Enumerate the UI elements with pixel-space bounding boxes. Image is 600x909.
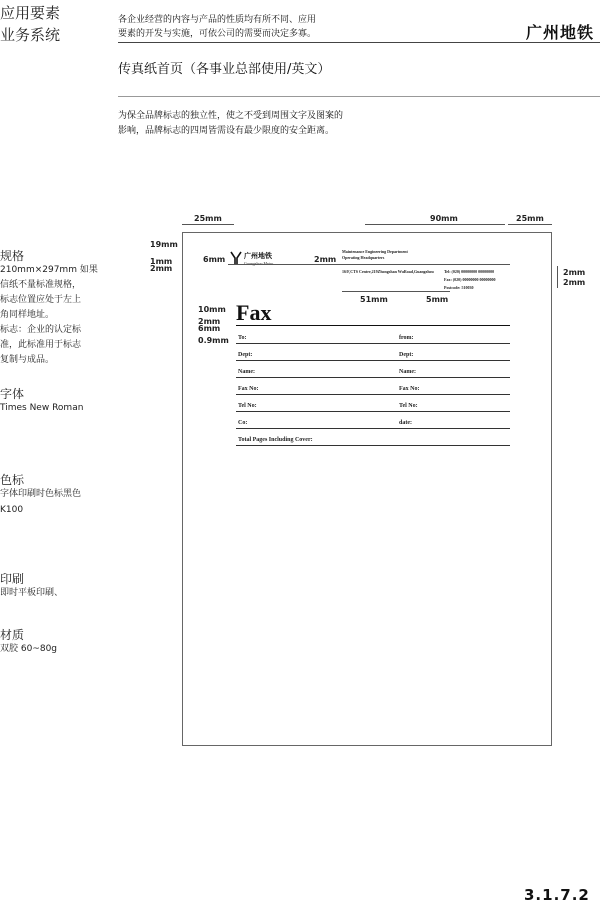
dim-fax-09: 0.9mm [198, 336, 229, 345]
field-dept-left: Dept: [238, 352, 253, 358]
page-title: 传真纸首页（各事业总部使用/英文） [118, 62, 331, 77]
dim-line-top-right [508, 224, 552, 225]
dim-line-top-mid [365, 224, 505, 225]
dim-top-left: 25mm [194, 214, 222, 223]
field-fax-no-right: Fax No: [399, 386, 420, 392]
field-co: Co: [238, 420, 248, 426]
fax-number-text: Fax: (020) 00000000 00000000 [444, 277, 496, 282]
field-tel-no-left: Tel No: [238, 403, 257, 409]
dim-line-top-left [182, 224, 234, 225]
color-value-line2: K100 [0, 505, 24, 515]
material-value: 双胶 60~80g [0, 644, 58, 654]
spec-line: 复制与成品。 [0, 355, 55, 365]
title-rule [118, 96, 600, 97]
field-rule [236, 445, 510, 446]
field-rule [236, 394, 510, 395]
field-fax-no-left: Fax No: [238, 386, 259, 392]
spec-line: 标志位置应处于左上 [0, 295, 82, 305]
dim-top-right: 25mm [516, 214, 544, 223]
dim-logo-gap: 6mm [203, 255, 226, 264]
font-value: Times New Roman [0, 403, 84, 413]
metro-logo-icon [230, 250, 242, 264]
spec-line: 准，此标准用于标志 [0, 340, 82, 350]
intro-text-line2: 要素的开发与实施，可依公司的需要而决定多寡。 [118, 29, 317, 39]
field-tel-no-right: Tel No: [399, 403, 418, 409]
brand-logo: 广州地铁 [526, 23, 595, 42]
dim-line-right [557, 266, 558, 288]
dim-address-gap2: 5mm [426, 295, 449, 304]
field-rule [236, 360, 510, 361]
dim-right-2b: 2mm [563, 278, 586, 287]
dim-left-2: 2mm [150, 264, 173, 273]
section-subtitle: 业务系统 [0, 26, 61, 44]
fax-title-rule [236, 325, 510, 326]
postcode-text: Postcode: 510030 [444, 285, 474, 290]
material-heading: 材质 [0, 628, 25, 642]
metro-logo-mark [230, 251, 242, 265]
dim-top-mid: 90mm [430, 214, 458, 223]
description-line1: 为保全品牌标志的独立性，使之不受到周围文字及图案的 [118, 111, 344, 121]
field-rule [236, 411, 510, 412]
dim-fax-6: 6mm [198, 324, 221, 333]
field-to: To: [238, 335, 247, 341]
intro-text-line1: 各企业经营的内容与产品的性质均有所不同、应用 [118, 15, 317, 25]
color-value-line1: 字体印刷时色标黑色 [0, 489, 82, 499]
field-dept-right: Dept: [399, 352, 414, 358]
section-title: 应用要素 [0, 4, 61, 22]
page-number: 3.1.7.2 [524, 886, 590, 904]
print-heading: 印刷 [0, 572, 25, 586]
dim-line-address [342, 291, 450, 292]
fax-logo-text: 广州地铁 [244, 252, 272, 260]
spec-heading: 规格 [0, 249, 25, 263]
dept-line1: Maintenance Engineering Department [342, 249, 408, 254]
print-value: 即时平板印刷、 [0, 588, 64, 598]
field-date: date: [399, 420, 412, 426]
spec-line: 210mm×297mm 如果 [0, 265, 98, 275]
dept-line2: Operating Headquarters [342, 255, 385, 260]
description-line2: 影响，品牌标志的四周皆需设有最少限度的安全距离。 [118, 126, 335, 136]
field-from: from: [399, 335, 414, 341]
color-heading: 色标 [0, 473, 25, 487]
dim-address-width: 51mm [360, 295, 388, 304]
fax-title: Fax [236, 300, 272, 325]
field-rule [236, 377, 510, 378]
spec-list [0, 263, 105, 368]
dim-fax-2: 2mm [198, 317, 221, 326]
tel-text: Tel: (020) 00000000 00000000 [444, 269, 495, 274]
dim-fax-10: 10mm [198, 305, 226, 314]
dim-right-2a: 2mm [563, 268, 586, 277]
field-rule [236, 428, 510, 429]
address-text: 16/F,CTS Centre,219Zhongshan WuRoad,Guangzhou [342, 269, 434, 274]
spec-line: 角同样地址。 [0, 310, 55, 320]
field-name-right: Name: [399, 369, 416, 375]
field-total-pages: Total Pages Including Cover: [238, 437, 313, 443]
spec-line: 标志：企业的认定标 [0, 325, 82, 335]
field-rule [236, 343, 510, 344]
header-rule [118, 42, 600, 43]
dim-address-gap: 2mm [314, 255, 337, 264]
font-heading: 字体 [0, 387, 25, 401]
dim-left-19: 19mm [150, 240, 178, 249]
field-name-left: Name: [238, 369, 255, 375]
dim-line-logo [228, 264, 510, 265]
spec-line: 信纸不量标准规格， [0, 280, 82, 290]
dim-left-1: 1mm [150, 257, 173, 266]
